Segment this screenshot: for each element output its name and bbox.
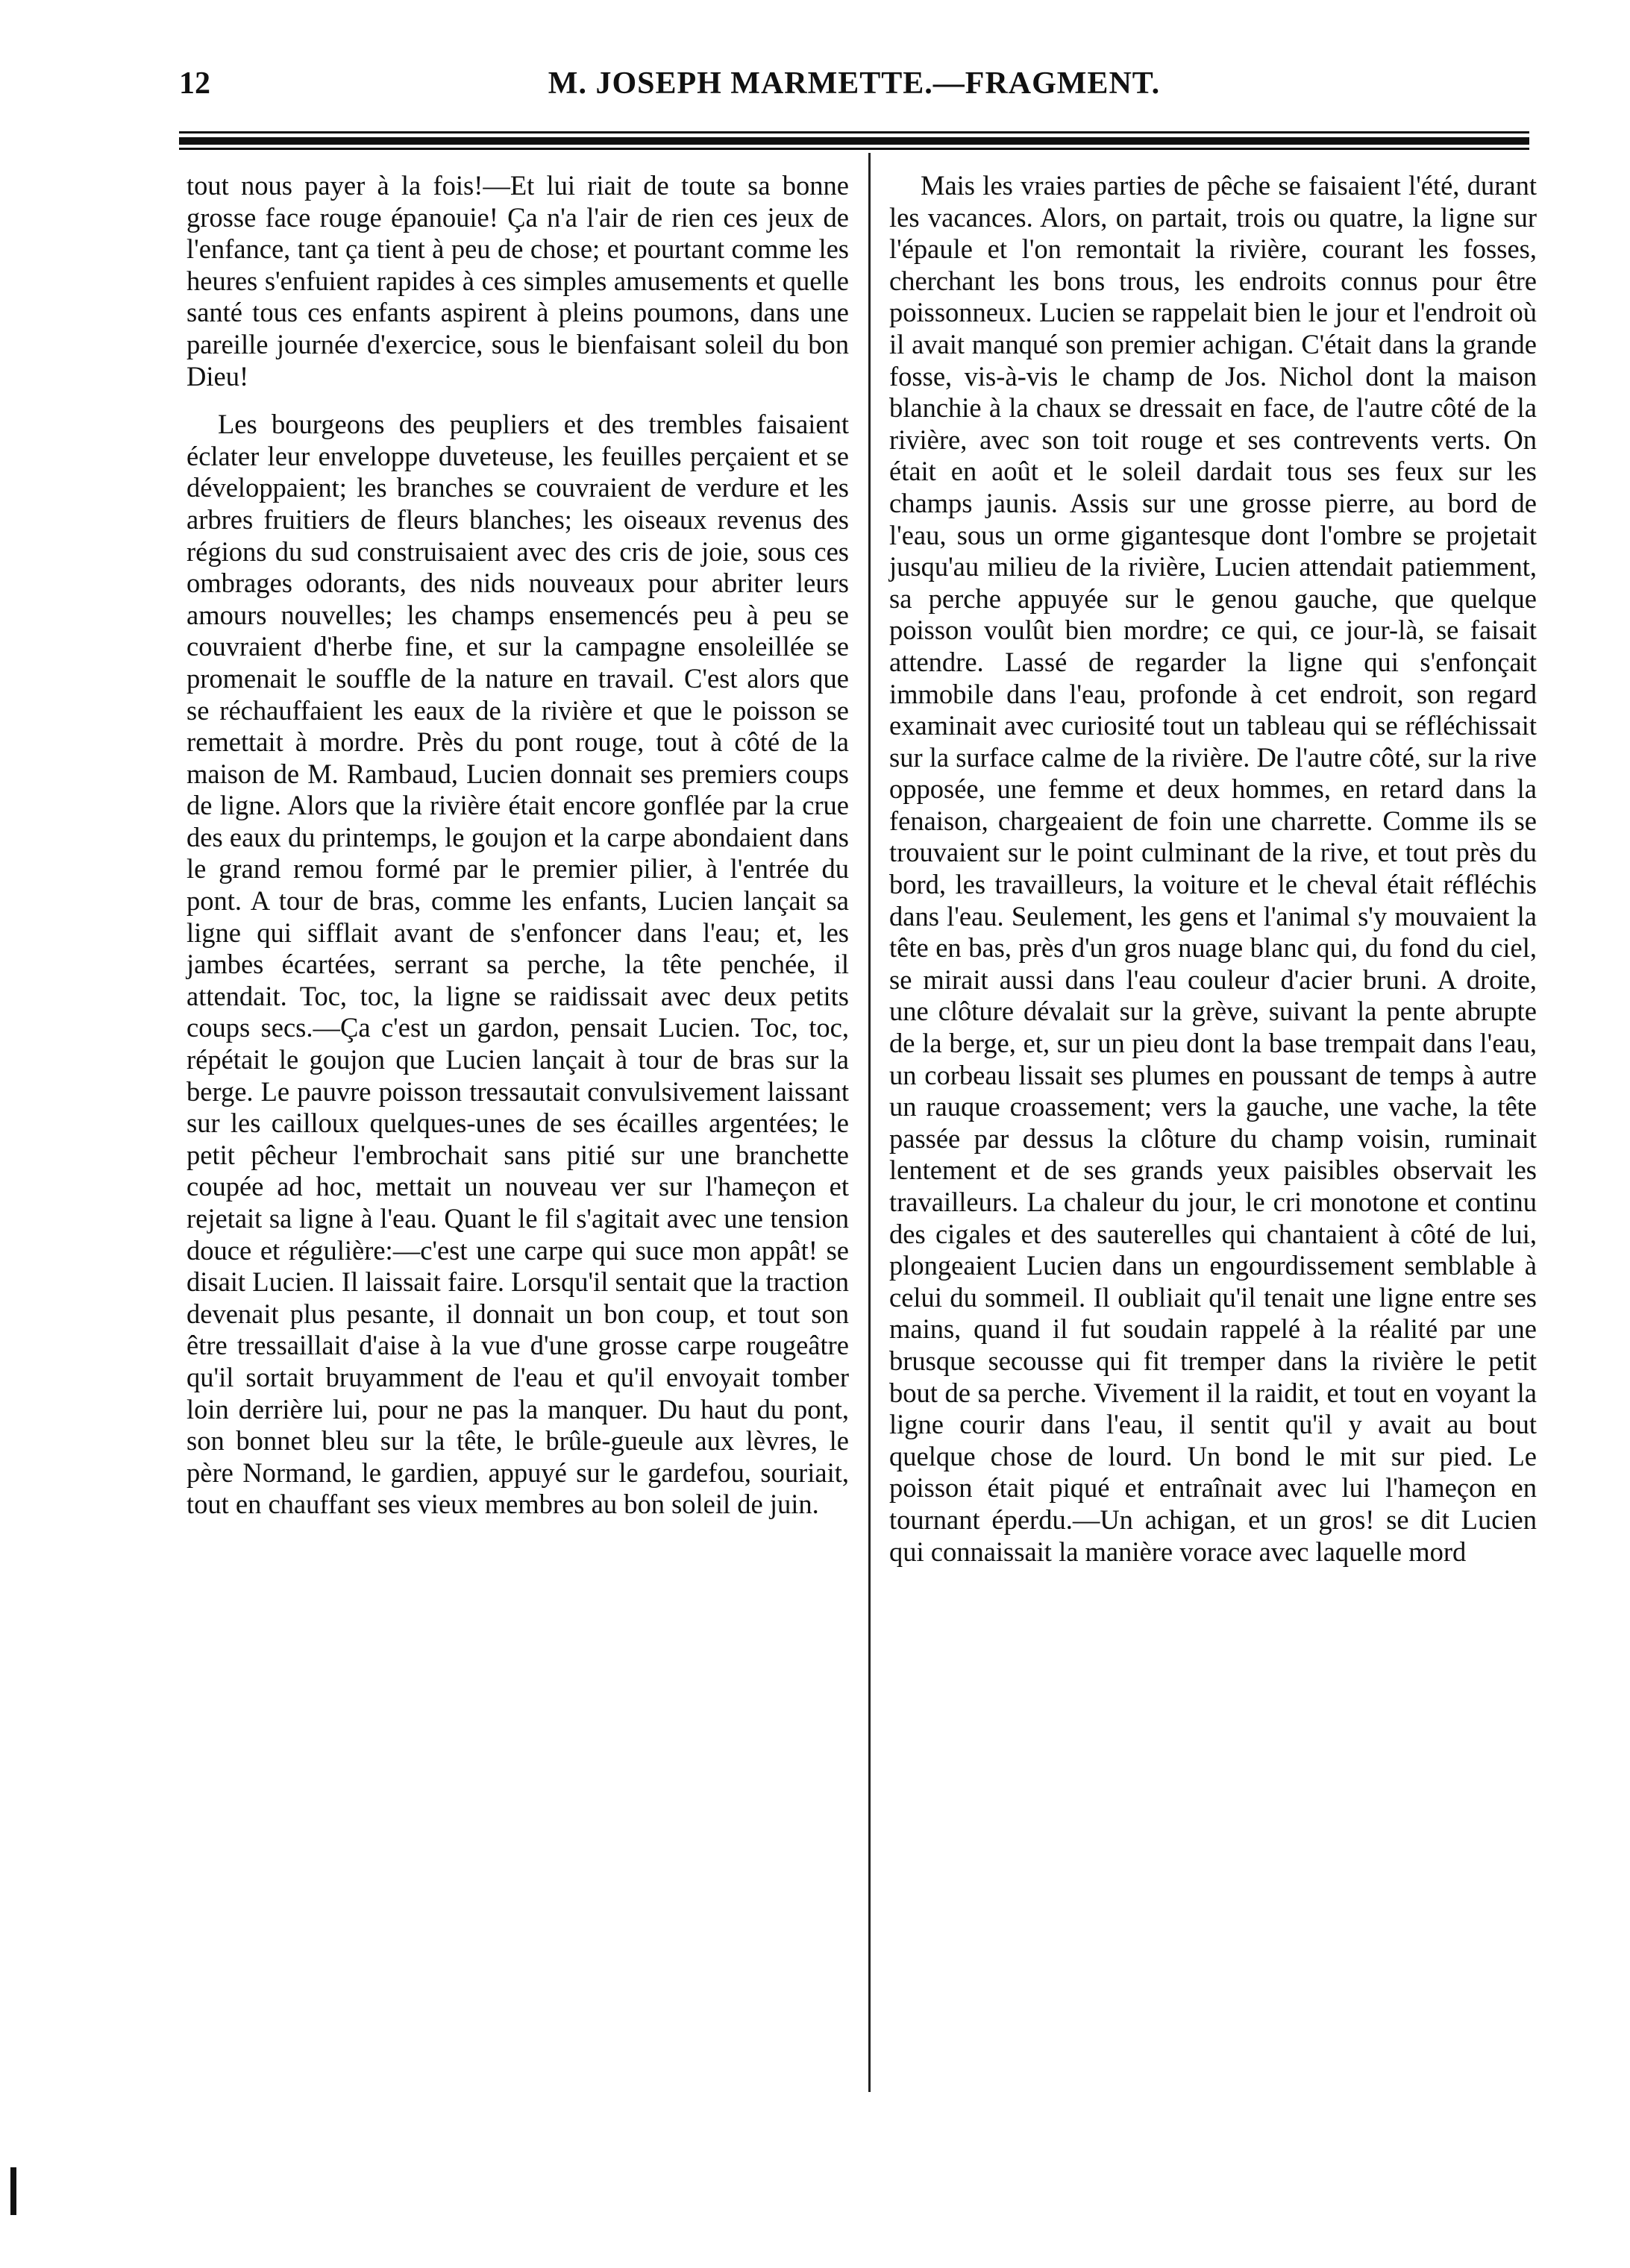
header-rule-lower (179, 148, 1529, 150)
paragraph: Les bourgeons des peupliers et des trembles faisaient éclater leur enveloppe duveteuse, les feuilles perçaient et se développaient; les branches se couvraient de verdure et les arbres fruitiers de fleurs blanches; les oiseaux revenus des régions du sud construisaient avec des cris de joie, sous ces ombrages odorants, des nids nouveaux pour abriter leurs amours nouvelles; les champs ensemencés peu à peu se couvraient d'herbe fine, et sur la campagne ensoleillée se promenait le souffle de la nature en travail. C'est alors que se réchauffaient les eaux de la rivière et que le poisson se remettait à mordre. Près du pont rouge, tout à côté de la maison de M. Rambaud, Lucien donnait ses premiers coups de ligne. Alors que la rivière était encore gonflée par la crue des eaux du printemps, le goujon et la carpe abondaient dans le grand remou formé par le premier pilier, à l'entrée du pont. A tour de bras, comme les enfants, Lucien lançait sa ligne qui sifflait avant de s'enfoncer dans l'eau; et, les jambes écartées, serrant sa perche, la tête penchée, il attendait. Toc, toc, la ligne se raidissait avec deux petits coups secs.—Ça c'est un gardon, pensait Lucien. Toc, toc, répétait le goujon que Lucien lançait à tour de bras sur la berge. Le pauvre poisson tressautait convulsivement laissant sur les cailloux quelques-unes de ses écailles argentées; le petit pêcheur l'embrochait sans pitié sur une branchette coupée ad hoc, mettait un nouveau ver sur l'hameçon et rejetait sa ligne à l'eau. Quant le fil s'agitait avec une tension douce et régulière:—c'est une carpe qui suce mon appât! se disait Lucien. Il laissait faire. Lorsqu'il sentait que la traction devenait plus pesante, il donnait un bon coup, et tout son être tressaillait d'aise à la vue d'une grosse carpe rougeâtre qu'il sortait bruyamment de l'eau et qu'il envoyait tomber loin derrière lui, pour ne pas la manquer. Du haut du pont, son bonnet bleu sur la tête, le brûle-gueule aux lèvres, le père Normand, le gardien, appuyé sur le gardefou, souriait, tout en chauffant ses vieux membres au bon soleil de juin. (186, 409, 849, 1520)
column-divider (868, 153, 871, 2092)
margin-mark (10, 2167, 16, 2215)
page-number: 12 (179, 66, 210, 101)
right-column (889, 170, 1537, 1568)
paragraph: Mais les vraies parties de pêche se faisaient l'été, durant les vacances. Alors, on partait, trois ou quatre, la ligne sur l'épaule et l'on remontait la rivière, courant les fosses, cherchant les bons trous, les endroits connus pour être poissonneux. Lucien se rappelait bien le jour et l'endroit où il avait manqué son premier achigan. C'était dans la grande fosse, vis-à-vis le champ de Jos. Nichol dont la maison blanchie à la chaux se dressait en face, de l'autre côté de la rivière, avec son toit rouge et ses contrevents verts. On était en août et le soleil dardait tous ses feux sur les champs jaunis. Assis sur une grosse pierre, au bord de l'eau, sous un orme gigantesque dont l'ombre se projetait jusqu'au milieu de la rivière, Lucien attendait patiemment, sa perche appuyée sur le genou gauche, que quelque poisson voulût bien mordre; ce qui, ce jour-là, se faisait attendre. Lassé de regarder la ligne qui s'enfonçait immobile dans l'eau, profonde à cet endroit, son regard examinait avec curiosité tout un tableau qui se réfléchissait sur la surface calme de la rivière. De l'autre côté, sur la rive opposée, une femme et deux hommes, en retard dans la fenaison, chargeaient de foin une charrette. Comme ils se trouvaient sur le point culminant de la rive, et tout près du bord, les travailleurs, la voiture et le cheval était réfléchis dans l'eau. Seulement, les gens et l'animal s'y mouvaient la tête en bas, près d'un gros nuage blanc qui, du fond du ciel, se mirait aussi dans l'eau couleur d'acier bruni. A droite, une clôture dévalait sur la grève, suivant la pente abrupte de la berge, et, sur un pieu dont la base trempait dans l'eau, un corbeau lissait ses plumes en poussant de temps à autre un rauque croassement; vers la gauche, une vache, la tête passée par dessus la clôture du champ voisin, ruminait lentement et de ses grands yeux paisibles observait les travailleurs. La chaleur du jour, le cri monotone et continu des cigales et des sauterelles qui chantaient à côté de lui, plongeaient Lucien dans un engourdissement semblable à celui du sommeil. Il oubliait qu'il tenait une ligne entre ses mains, quand il fut soudain rappelé à la réalité par une brusque secousse qui fit tremper dans la rivière le petit bout de sa perche. Vivement il la raidit, et tout en voyant la ligne courir dans l'eau, il sentit qu'il y avait au bout quelque chose de lourd. Un bond le mit sur pied. Le poisson était piqué et entraînait avec lui l'hameçon en tournant éperdu.—Un achigan, et un gros! se dit Lucien qui connaissait la manière vorace avec laquelle mord (889, 170, 1537, 1567)
header-rule-thin (179, 131, 1529, 133)
left-column (186, 170, 849, 1521)
running-title: M. JOSEPH MARMETTE.—FRAGMENT. (548, 66, 1161, 101)
page-header (179, 66, 1529, 103)
header-rule-thick (179, 137, 1529, 145)
paragraph: tout nous payer à la fois!—Et lui riait de toute sa bonne grosse face rouge épanouie! Ça n'a l'air de rien ces jeux de l'enfance, tant ça tient à peu de chose; et pourtant comme les heures s'enfuient rapides à ces simples amusements et quelle santé tous ces enfants aspirent à pleins poumons, dans une pareille journée d'exercice, sous le bienfaisant soleil du bon Dieu! (186, 170, 849, 392)
